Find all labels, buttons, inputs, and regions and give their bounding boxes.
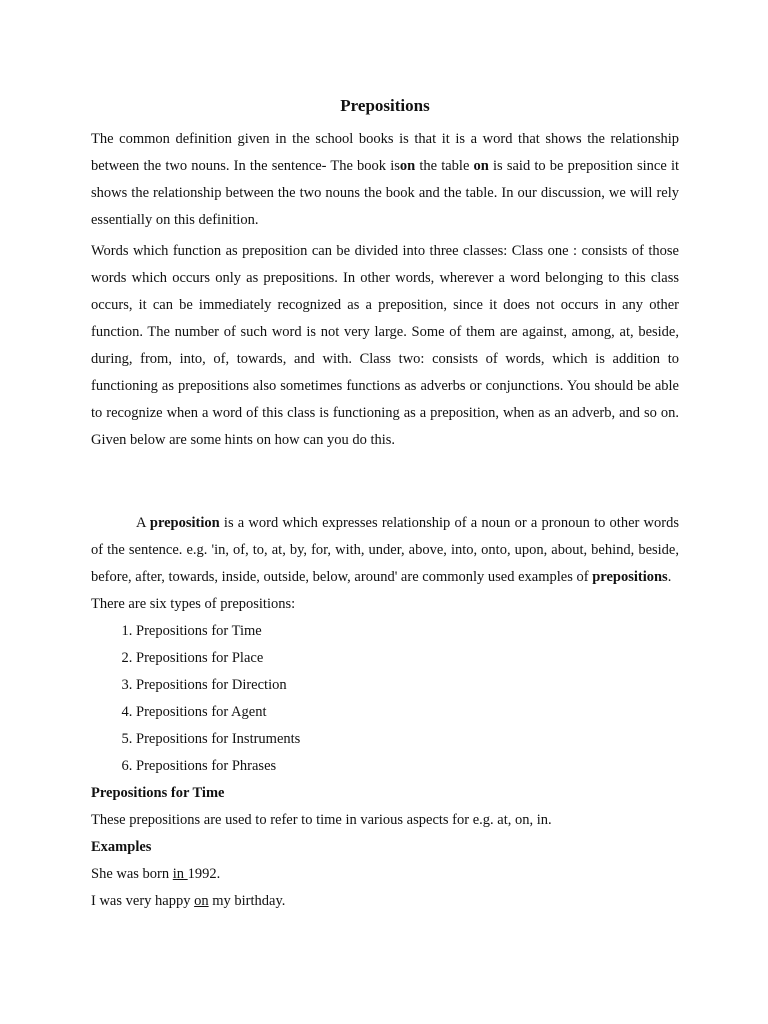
list-item: 4. Prepositions for Agent: [136, 699, 679, 726]
list-item: 6. Prepositions for Phrases: [136, 753, 679, 780]
document-page: [91, 92, 679, 915]
preposition-paragraph: A preposition is a word which expresses relationship of a noun or a pronoun to other words of the sentence. e.g. 'in, of, to, at, by, for, with, under, above, into, onto, upon, about, behind, beside, before, after, towards, inside, outside, below, around' are commonly used examples of prepositions.: [91, 515, 679, 585]
classes-paragraph: Words which function as preposition can be divided into three classes: Class one : consists of those words which occurs only as prepositions. In other words, wherever a word belonging to this class occurs, it can be immediately recognized as a preposition, since it does not occurs in any other function. The number of such word is not very large. Some of them are against, among, at, beside, during, from, into, of, towards, and with. Class two: consists of words, which is addition to functioning as prepositions also sometimes functions as adverbs or conjunctions. You should be able to recognize when a word of this class is functioning as a preposition, when as an adverb, and so on. Given below are some hints on how can you do this.: [91, 243, 679, 448]
definition-paragraph: The common definition given in the school books is that it is a word that shows the relationship between the two nouns. In the sentence- The book ison the table on is said to be preposition since it shows the relationship between the two nouns the book and the table. In our discussion, we will rely essentially on this definition.: [91, 131, 679, 228]
spacer: [91, 454, 679, 510]
list-item: 1. Prepositions for Time: [136, 618, 679, 645]
section-heading: Prepositions for Time: [91, 785, 225, 801]
examples-heading: Examples: [91, 839, 152, 855]
list-item: 3. Prepositions for Direction: [136, 672, 679, 699]
list-item: 5. Prepositions for Instruments: [136, 726, 679, 753]
page-title: Prepositions: [340, 96, 430, 115]
example-sentence: She was born in 1992.: [91, 866, 221, 882]
section-text: These prepositions are used to refer to time in various aspects for e.g. at, on, in.: [91, 812, 552, 828]
list-item: 2. Prepositions for Place: [136, 645, 679, 672]
types-list: [91, 618, 679, 780]
example-sentence: I was very happy on my birthday.: [91, 893, 286, 909]
types-intro: There are six types of prepositions:: [91, 596, 296, 612]
